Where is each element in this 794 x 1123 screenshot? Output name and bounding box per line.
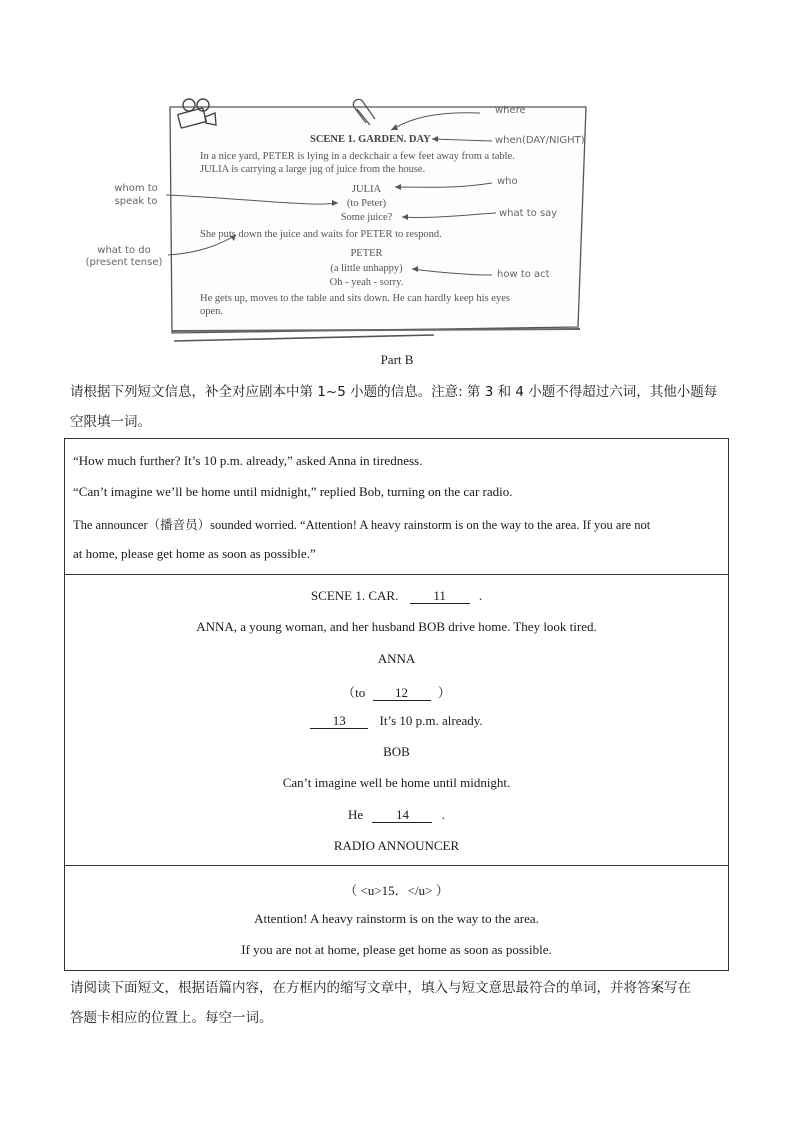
part-title: Part B: [380, 352, 414, 367]
passage-line-2: “Can’t imagine we’ll be home until midnight,” replied Bob, turning on the car radio.: [73, 484, 513, 499]
fig-char-julia: JULIA: [351, 184, 382, 195]
fig-char-peter: PETER: [350, 248, 383, 259]
attention-line-2: If you are not at home, please get home as soon as possible.: [241, 942, 552, 957]
script-he-line: [65, 807, 728, 823]
passage-box: [64, 438, 729, 575]
fig-label-what-to-do: what to do: [97, 245, 151, 256]
paren-close: ）: [437, 685, 451, 700]
scene-prefix: SCENE 1. CAR.: [310, 588, 399, 603]
anna-line-text: It’s 10 p.m. already.: [379, 713, 483, 728]
script-box: [64, 574, 729, 866]
fig-description-1: In a nice yard, PETER is lying in a deckchair a few feet away from a table.: [200, 151, 515, 162]
script-paren-line: [65, 682, 728, 701]
fig-label-who: who: [497, 176, 518, 187]
he-period: .: [441, 807, 445, 822]
screenplay-figure: [84, 95, 604, 345]
instruction: 请根据下列短文信息，补全对应剧本中第 1~5 小题的信息。注意: 第 3 和 4 小题不得超过六词，其他小题每空限填一词。: [70, 384, 718, 430]
script-char-bob: BOB: [383, 744, 410, 759]
fig-label-how-to-act: how to act: [497, 269, 550, 280]
script-direction: ANNA, a young woman, and her husband BOB drive home. They look tired.: [196, 619, 597, 634]
script-scene-line: [65, 588, 728, 604]
passage-line-4: at home, please get home as soon as possible.”: [73, 546, 316, 561]
fig-paren-to-peter: (to Peter): [346, 198, 387, 209]
blank-11[interactable]: 11: [410, 589, 470, 604]
fig-label-whom-1: whom to: [114, 183, 158, 194]
fig-description-2: JULIA is carrying a large jug of juice from the house.: [200, 164, 426, 175]
script-char-anna: ANNA: [377, 651, 416, 666]
fig-label-what-to-say: what to say: [499, 208, 558, 219]
fig-action-1: She puts down the juice and waits for PETER to respond.: [200, 229, 442, 240]
instruction-2-line-2: 答题卡相应的位置上。每空一词。: [70, 1010, 273, 1026]
instruction-2-line-1: 请阅读下面短文，根据语篇内容，在方框内的缩写文章中，填入与短文意思最符合的单词，并将答案写在: [70, 980, 691, 996]
attention-line-1: Attention! A heavy rainstorm is on the way to the area.: [254, 911, 539, 926]
fig-label-where: where: [495, 105, 526, 116]
paren-open: （to: [342, 685, 366, 700]
script-anna-line: [65, 713, 728, 729]
passage-line-1: “How much further? It’s 10 p.m. already,” asked Anna in tiredness.: [73, 453, 423, 468]
scene-period: .: [478, 588, 483, 603]
script-char-radio: RADIO ANNOUNCER: [333, 838, 460, 853]
blank-13[interactable]: 13: [310, 714, 368, 729]
fig-label-whom-2: speak to: [114, 196, 158, 207]
fig-label-when: when(DAY/NIGHT): [495, 135, 585, 146]
fig-line-some-juice: Some juice?: [340, 212, 393, 223]
blank-12[interactable]: 12: [373, 686, 431, 701]
fig-action-2a: He gets up, moves to the table and sits down. He can hardly keep his eyes: [200, 293, 510, 304]
fig-paren-unhappy: (a little unhappy): [330, 263, 403, 274]
announcer-box: [64, 865, 729, 971]
instruction-2: [70, 973, 730, 1033]
fig-action-2b: open.: [200, 306, 224, 317]
fig-label-present-tense: (present tense): [85, 257, 163, 268]
script-bob-line: Can’t imagine well be home until midnight.: [282, 775, 511, 790]
fig-line-oh-yeah: Oh - yeah - sorry.: [329, 277, 404, 288]
fig-scene-heading: SCENE 1. GARDEN. DAY: [310, 134, 431, 145]
he-text: He: [348, 807, 364, 822]
passage-line-3: The announcer（播音员）sounded worried. “Attention! A heavy rainstorm is on the way to the area. If you are not: [73, 518, 651, 532]
blank-14[interactable]: 14: [372, 808, 432, 823]
item-15[interactable]: （ <u>15．</u> ）: [344, 883, 449, 898]
